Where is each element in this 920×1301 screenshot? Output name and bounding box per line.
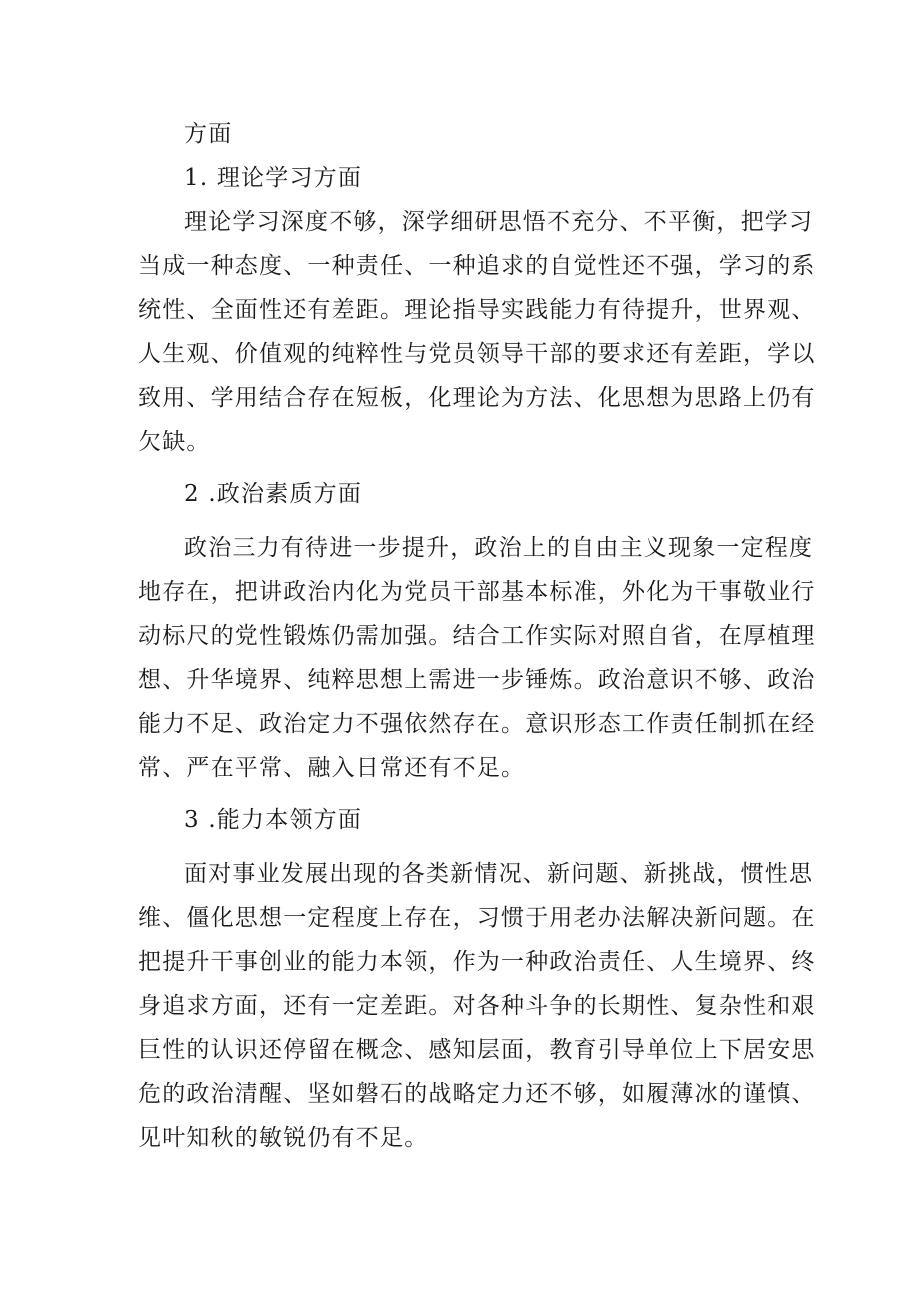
section-paragraph-2 [138, 526, 816, 790]
paragraph-line: 见叶知秋的敏锐仍有不足。 [138, 1125, 429, 1151]
paragraph-line: 地存在，把讲政治内化为党员干部基本标准，外化为干事敬业行 [138, 579, 816, 605]
section-paragraph-1 [138, 200, 816, 464]
paragraph-line: 能力不足、政治定力不强依然存在。意识形态工作责任制抓在经 [138, 711, 816, 737]
spacer [138, 790, 798, 798]
paragraph-line: 致用、学用结合存在短板，化理论为方法、化思想为思路上仍有 [138, 385, 816, 411]
spacer [138, 464, 798, 472]
paragraph-line: 理论学习深度不够，深学细研思悟不充分、不平衡，把学习 [184, 209, 814, 235]
paragraph-line: 常、严在平常、融入日常还有不足。 [138, 755, 526, 781]
paragraph-line: 危的政治清醒、坚如磐石的战略定力还不够，如履薄冰的谨慎、 [138, 1081, 816, 1107]
section-heading-2: 2 .政治素质方面 [184, 481, 363, 507]
section-paragraph-3 [138, 852, 816, 1160]
paragraph-line: 巨性的认识还停留在概念、感知层面，教育引导单位上下居安思 [138, 1037, 816, 1063]
paragraph-line: 面对事业发展出现的各类新情况、新问题、新挑战，惯性思 [184, 861, 814, 887]
paragraph-line: 维、僵化思想一定程度上存在，习惯于用老办法解决新问题。在 [138, 905, 816, 931]
spacer [138, 842, 798, 852]
paragraph-line: 政治三力有待进一步提升，政治上的自由主义现象一定程度 [184, 535, 814, 561]
document-body [138, 112, 816, 1160]
paragraph-line: 动标尺的党性锻炼仍需加强。结合工作实际对照自省，在厚植理 [138, 623, 816, 649]
paragraph-line: 当成一种态度、一种责任、一种追求的自觉性还不强，学习的系 [138, 253, 816, 279]
section-heading-1: 1. 理论学习方面 [184, 165, 363, 191]
section-heading-3: 3 .能力本领方面 [184, 807, 363, 833]
paragraph-line: 人生观、价值观的纯粹性与党员领导干部的要求还有差距，学以 [138, 341, 816, 367]
paragraph-line: 欠缺。 [138, 429, 211, 455]
paragraph-line: 身追求方面，还有一定差距。对各种斗争的长期性、复杂性和艰 [138, 993, 816, 1019]
paragraph-line: 把提升干事创业的能力本领，作为一种政治责任、人生境界、终 [138, 949, 816, 975]
spacer [138, 516, 798, 526]
paragraph-line: 统性、全面性还有差距。理论指导实践能力有待提升，世界观、 [138, 297, 816, 323]
intro-fragment: 方面 [184, 121, 233, 147]
paragraph-line: 想、升华境界、纯粹思想上需进一步锤炼。政治意识不够、政治 [138, 667, 816, 693]
